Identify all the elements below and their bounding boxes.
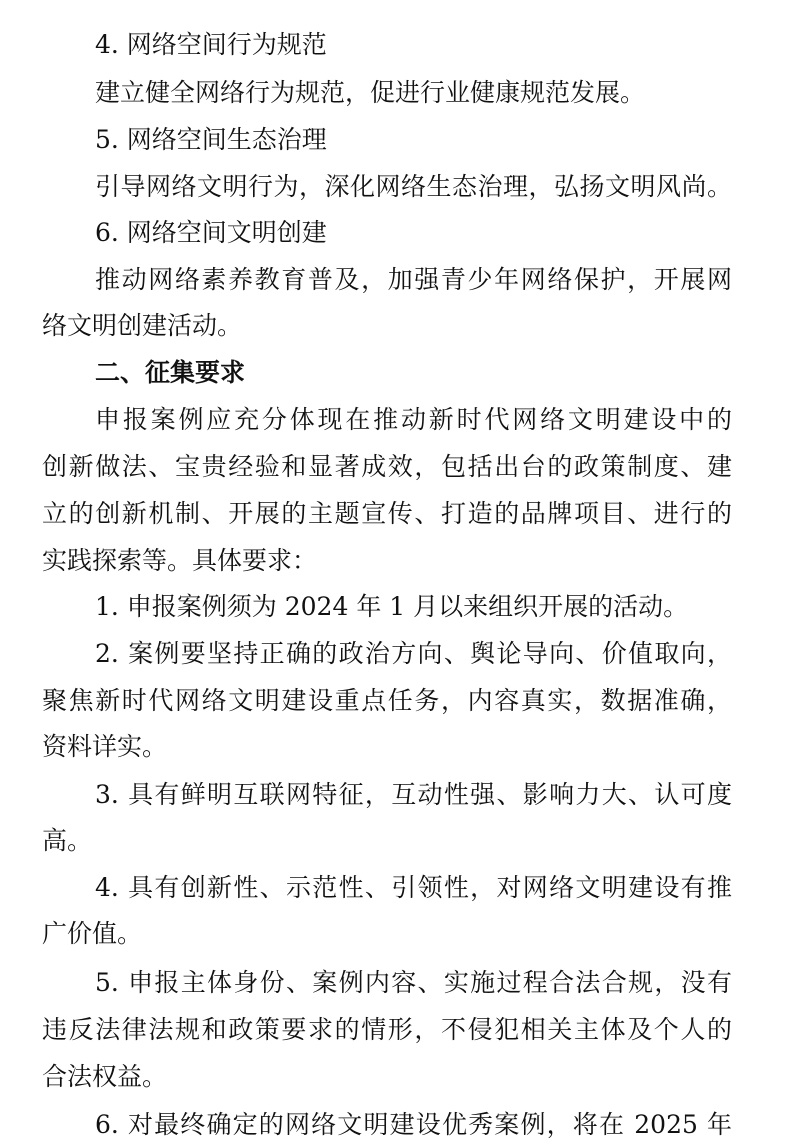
paragraph: 实践探索等。具体要求： <box>42 546 318 575</box>
paragraph: 创新做法、宝贵经验和显著成效，包括出台的政策制度、建 <box>42 452 732 481</box>
paragraph: 建立健全网络行为规范，促进行业健康规范发展。 <box>95 78 646 107</box>
requirement-item-4: 4. 具有创新性、示范性、引领性，对网络文明建设有推 <box>95 873 732 902</box>
paragraph: 广价值。 <box>42 919 143 948</box>
subheading-civilization-building: 6. 网络空间文明创建 <box>95 218 327 247</box>
subheading-behavior-norms: 4. 网络空间行为规范 <box>95 30 327 59</box>
requirement-item-1: 1. 申报案例须为 2024 年 1 月以来组织开展的活动。 <box>95 592 689 621</box>
paragraph: 申报案例应充分体现在推动新时代网络文明建设中的 <box>95 405 732 434</box>
paragraph: 违反法律法规和政策要求的情形，不侵犯相关主体及个人的 <box>42 1015 732 1044</box>
requirement-item-3: 3. 具有鲜明互联网特征，互动性强、影响力大、认可度 <box>95 780 732 809</box>
requirement-item-6: 6. 对最终确定的网络文明建设优秀案例，将在 2025 年 <box>95 1110 732 1139</box>
paragraph: 聚焦新时代网络文明建设重点任务，内容真实，数据准确， <box>42 686 732 715</box>
paragraph: 资料详实。 <box>42 732 168 761</box>
paragraph: 络文明创建活动。 <box>42 311 243 340</box>
paragraph: 引导网络文明行为，深化网络生态治理，弘扬文明风尚。 <box>95 172 732 201</box>
paragraph: 合法权益。 <box>42 1062 168 1091</box>
subheading-ecology-governance: 5. 网络空间生态治理 <box>95 125 327 154</box>
section-heading-requirements: 二、征集要求 <box>95 358 246 387</box>
requirement-item-5: 5. 申报主体身份、案例内容、实施过程合法合规，没有 <box>95 968 732 997</box>
paragraph: 推动网络素养教育普及，加强青少年网络保护，开展网 <box>95 265 732 294</box>
paragraph: 立的创新机制、开展的主题宣传、打造的品牌项目、进行的 <box>42 499 732 528</box>
paragraph: 高。 <box>42 826 93 855</box>
requirement-item-2: 2. 案例要坚持正确的政治方向、舆论导向、价值取向， <box>95 639 732 668</box>
